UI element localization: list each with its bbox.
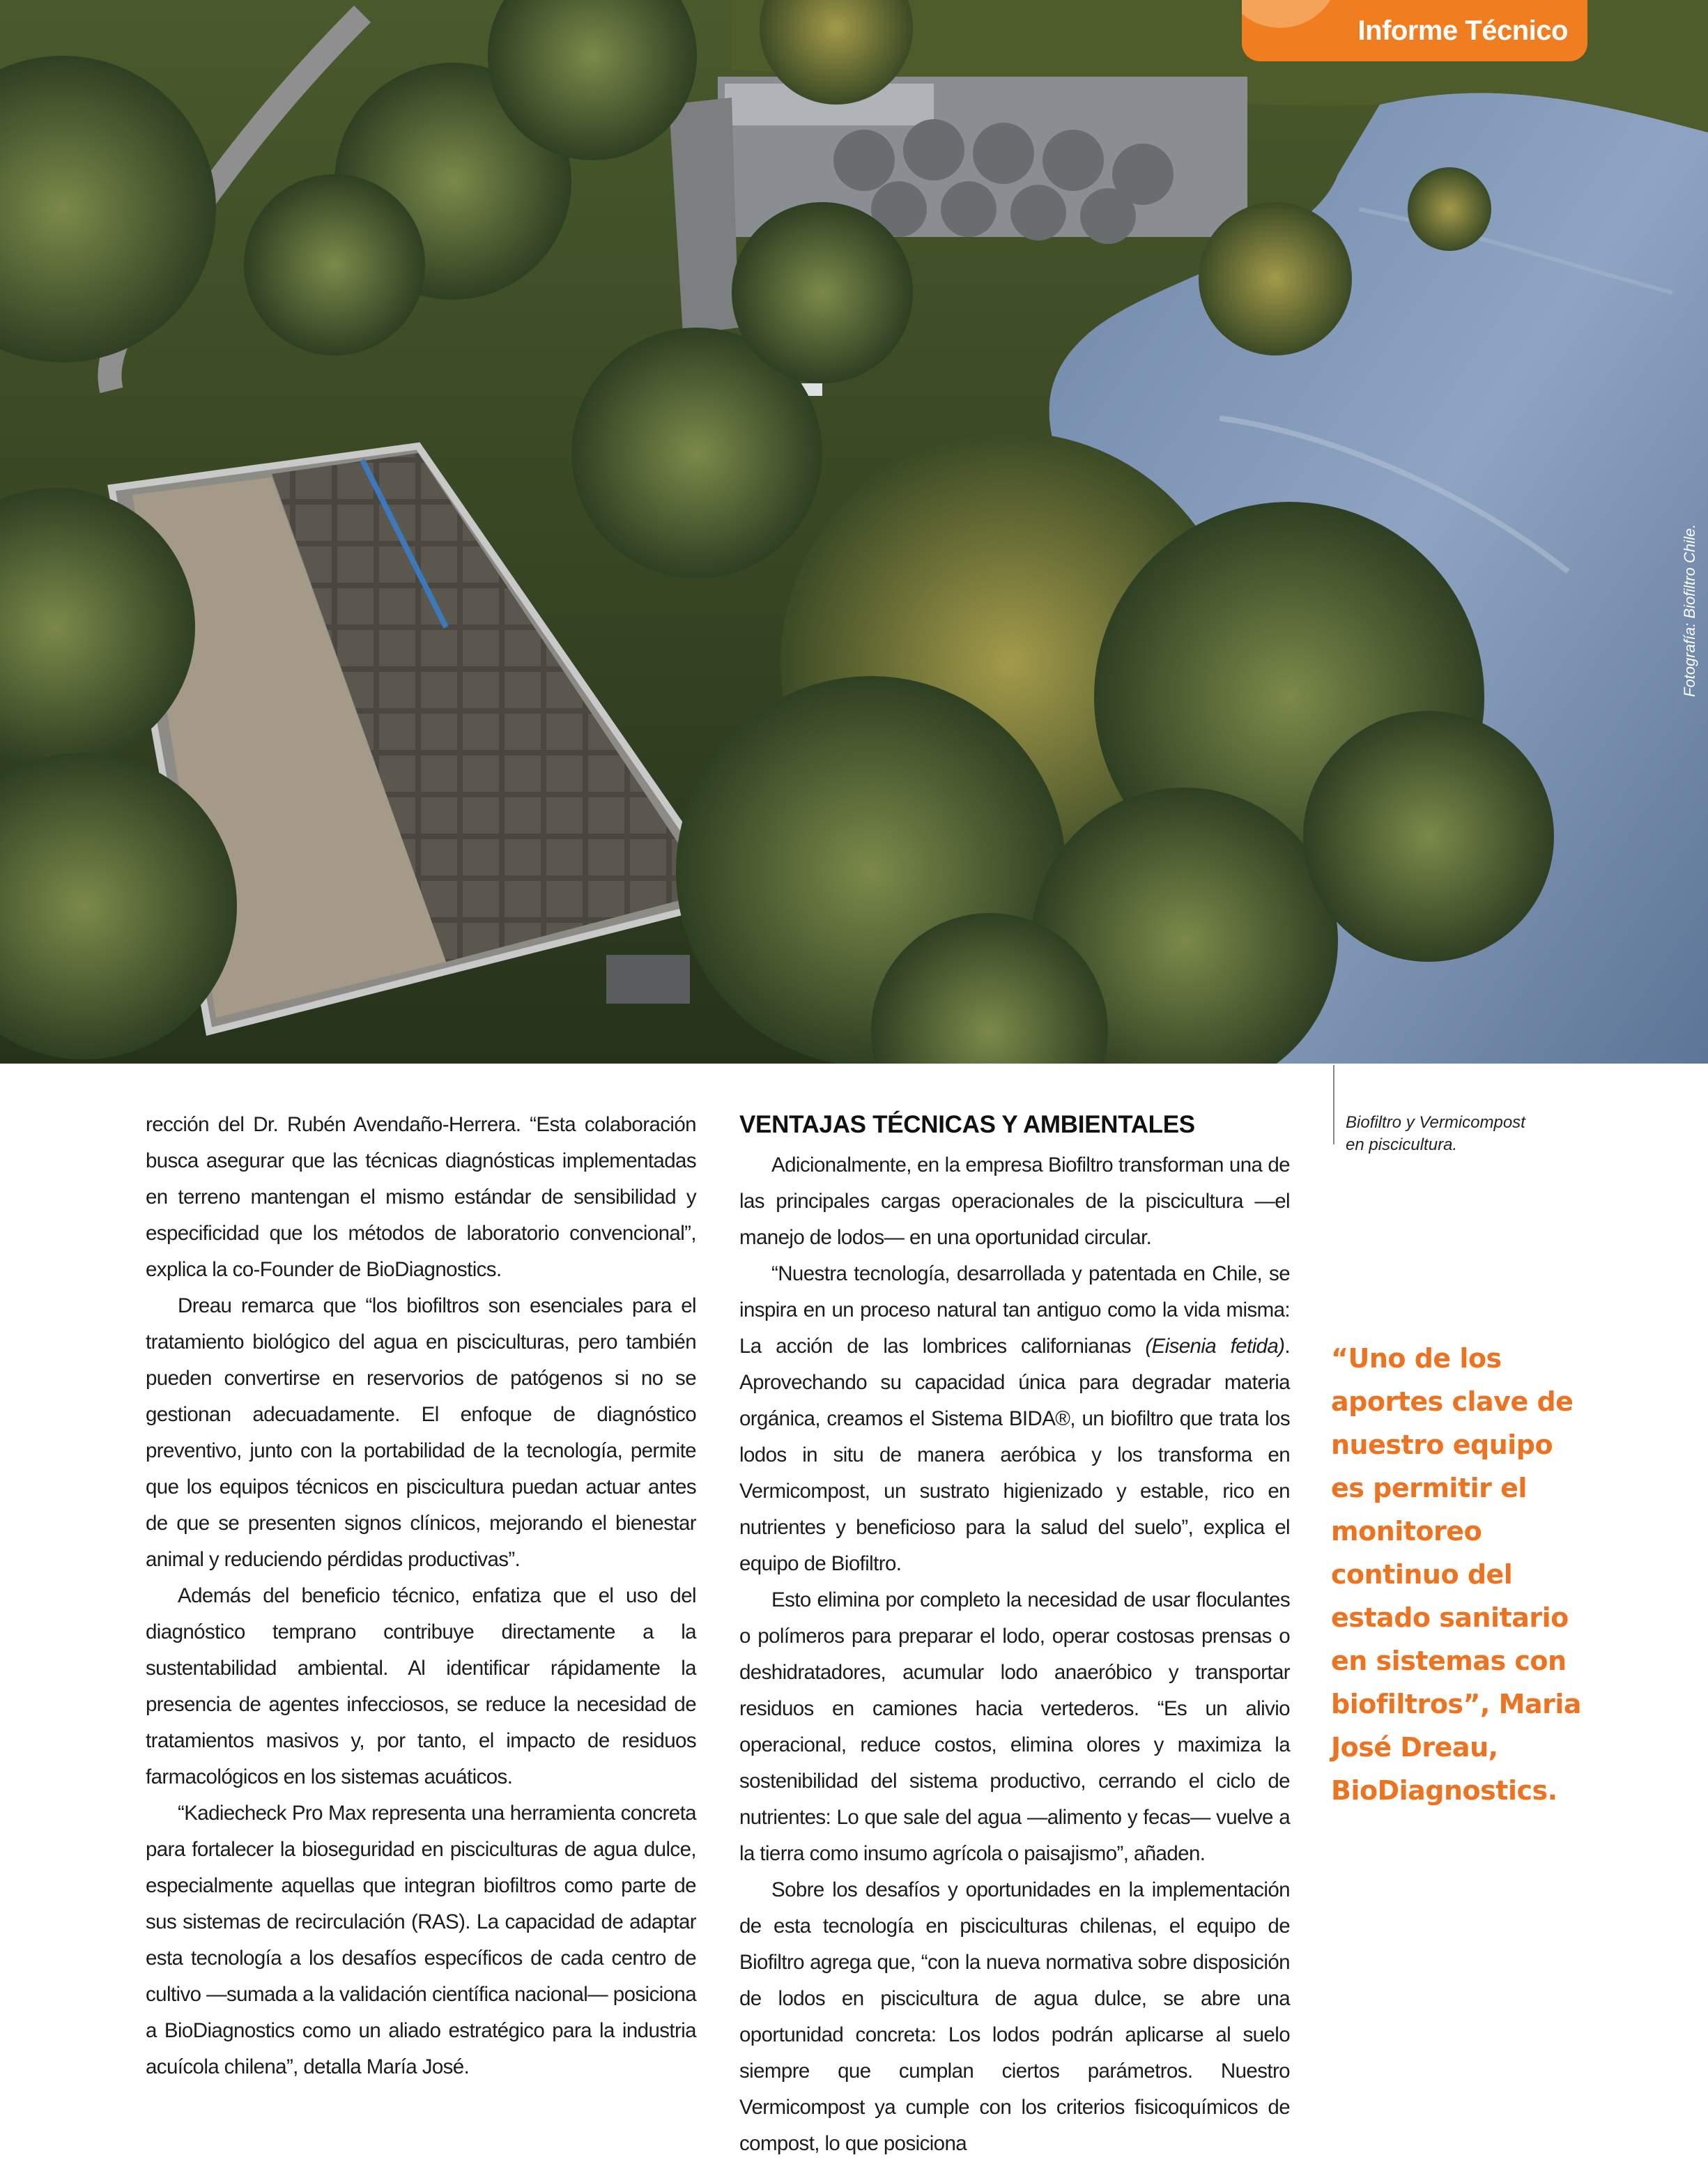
section-tab-logo-icon bbox=[1242, 0, 1339, 28]
hero-photo bbox=[0, 0, 1708, 1064]
caption-divider bbox=[1333, 1065, 1334, 1144]
text-run: “Nuestra tecnología, desarrollada y patentada en Chile, se inspira en un proceso natural tan antiguo como la vida misma: La acción de las lombrices californianas bbox=[739, 1262, 1290, 1358]
caption-line-1: Biofiltro y Vermicompost bbox=[1346, 1113, 1525, 1132]
caption-line-2: en piscicultura. bbox=[1346, 1135, 1458, 1154]
section-tab-label: Informe Técnico bbox=[1357, 15, 1568, 46]
section-tab bbox=[1242, 0, 1587, 61]
article-column-1 bbox=[146, 1107, 696, 2085]
paragraph: Adicionalmente, en la empresa Biofiltro transforman una de las principales cargas operacionales de la piscicultura —el manejo de lodos— en una oportunidad circular. bbox=[739, 1153, 1290, 1249]
photo-caption bbox=[1346, 1112, 1576, 1156]
paragraph: Dreau remarca que “los biofiltros son esenciales para el tratamiento biológico del agua en pisciculturas, pero también pueden convertirse en reservorios de patógenos si no se gestionan adecuadamente. El enfoque de diagnóstico preventivo, junto con la portabilidad de la tecnología, permite que los equipos técnicos en piscicultura puedan actuar antes de que se presenten signos clínicos, mejorando el bienestar animal y reduciendo pérdidas productivas”. bbox=[146, 1294, 696, 1571]
pull-quote: “Uno de los aportes clave de nuestro equipo es permitir el monitoreo continuo del estado sanitario en sistemas con biofiltros”, Maria José Dreau, BioDiagnostics. bbox=[1331, 1343, 1582, 1806]
species-name: (Eisenia fetida) bbox=[1145, 1335, 1285, 1358]
section-heading: VENTAJAS TÉCNICAS Y AMBIENTALES bbox=[739, 1111, 1195, 1138]
paragraph: Sobre los desafíos y oportunidades en la implementación de esta tecnología en pisciculturas chilenas, el equipo de Biofiltro agrega que, “con la nueva normativa sobre disposición de lodos en piscicultura de agua dulce, se abre una oportunidad concreta: Los lodos podrán aplicarse al suelo siempre que cumplan ciertos parámetros. Nuestro Vermicompost ya cumple con los criterios fisicoquímicos de compost, lo que posiciona bbox=[739, 1878, 1290, 2155]
article-column-2 bbox=[739, 1108, 1290, 2162]
paragraph bbox=[739, 1256, 1290, 1582]
paragraph: Además del beneficio técnico, enfatiza que el uso del diagnóstico temprano contribuye directamente a la sustentabilidad ambiental. Al identificar rápidamente la presencia de agentes infecciosos, se reduce la necesidad de tratamientos masivos y, por tanto, el impacto de residuos farmacológicos en los sistemas acuáticos. bbox=[146, 1584, 696, 1788]
paragraph: “Kadiecheck Pro Max representa una herramienta concreta para fortalecer la bioseguridad en pisciculturas de agua dulce, especialmente aquellas que integran biofiltros como parte de sus sistemas de recirculación (RAS). La capacidad de adaptar esta tecnología a los desafíos específicos de cada centro de cultivo —sumada a la validación científica nacional— posiciona a BioDiagnostics como un aliado estratégico para la industria acuícola chilena”, detalla María José. bbox=[146, 1802, 696, 2078]
text-run: . Aprovechando su capacidad única para degradar materia orgánica, creamos el Sistema BIDA®, un biofiltro que trata los lodos in situ de manera aeróbica y los transforma en Vermicompost, un sustrato higienizado y estable, rico en nutrientes y beneficioso para la salud del suelo”, explica el equipo de Biofiltro. bbox=[739, 1335, 1290, 1575]
photo-credit: Fotografía: Biofiltro Chile. bbox=[1681, 523, 1698, 697]
paragraph: Esto elimina por completo la necesidad de usar floculantes o polímeros para preparar el lodo, operar costosas prensas o deshidratadores, acumular lodo anaeróbico y transportar residuos en camiones hacia vertederos. “Es un alivio operacional, reduce costos, elimina olores y maximiza la sostenibilidad del sistema productivo, cerrando el ciclo de nutrientes: Lo que sale del agua —alimento y fecas— vuelve a la tierra como insumo agrícola o paisajismo”, añaden. bbox=[739, 1588, 1290, 1865]
paragraph: rección del Dr. Rubén Avendaño-Herrera. “Esta colaboración busca asegurar que las técnicas diagnósticas implementadas en terreno mantengan el mismo estándar de sensibilidad y especificidad que los métodos de laboratorio convencional”, explica la co-Founder de BioDiagnostics. bbox=[146, 1113, 696, 1281]
